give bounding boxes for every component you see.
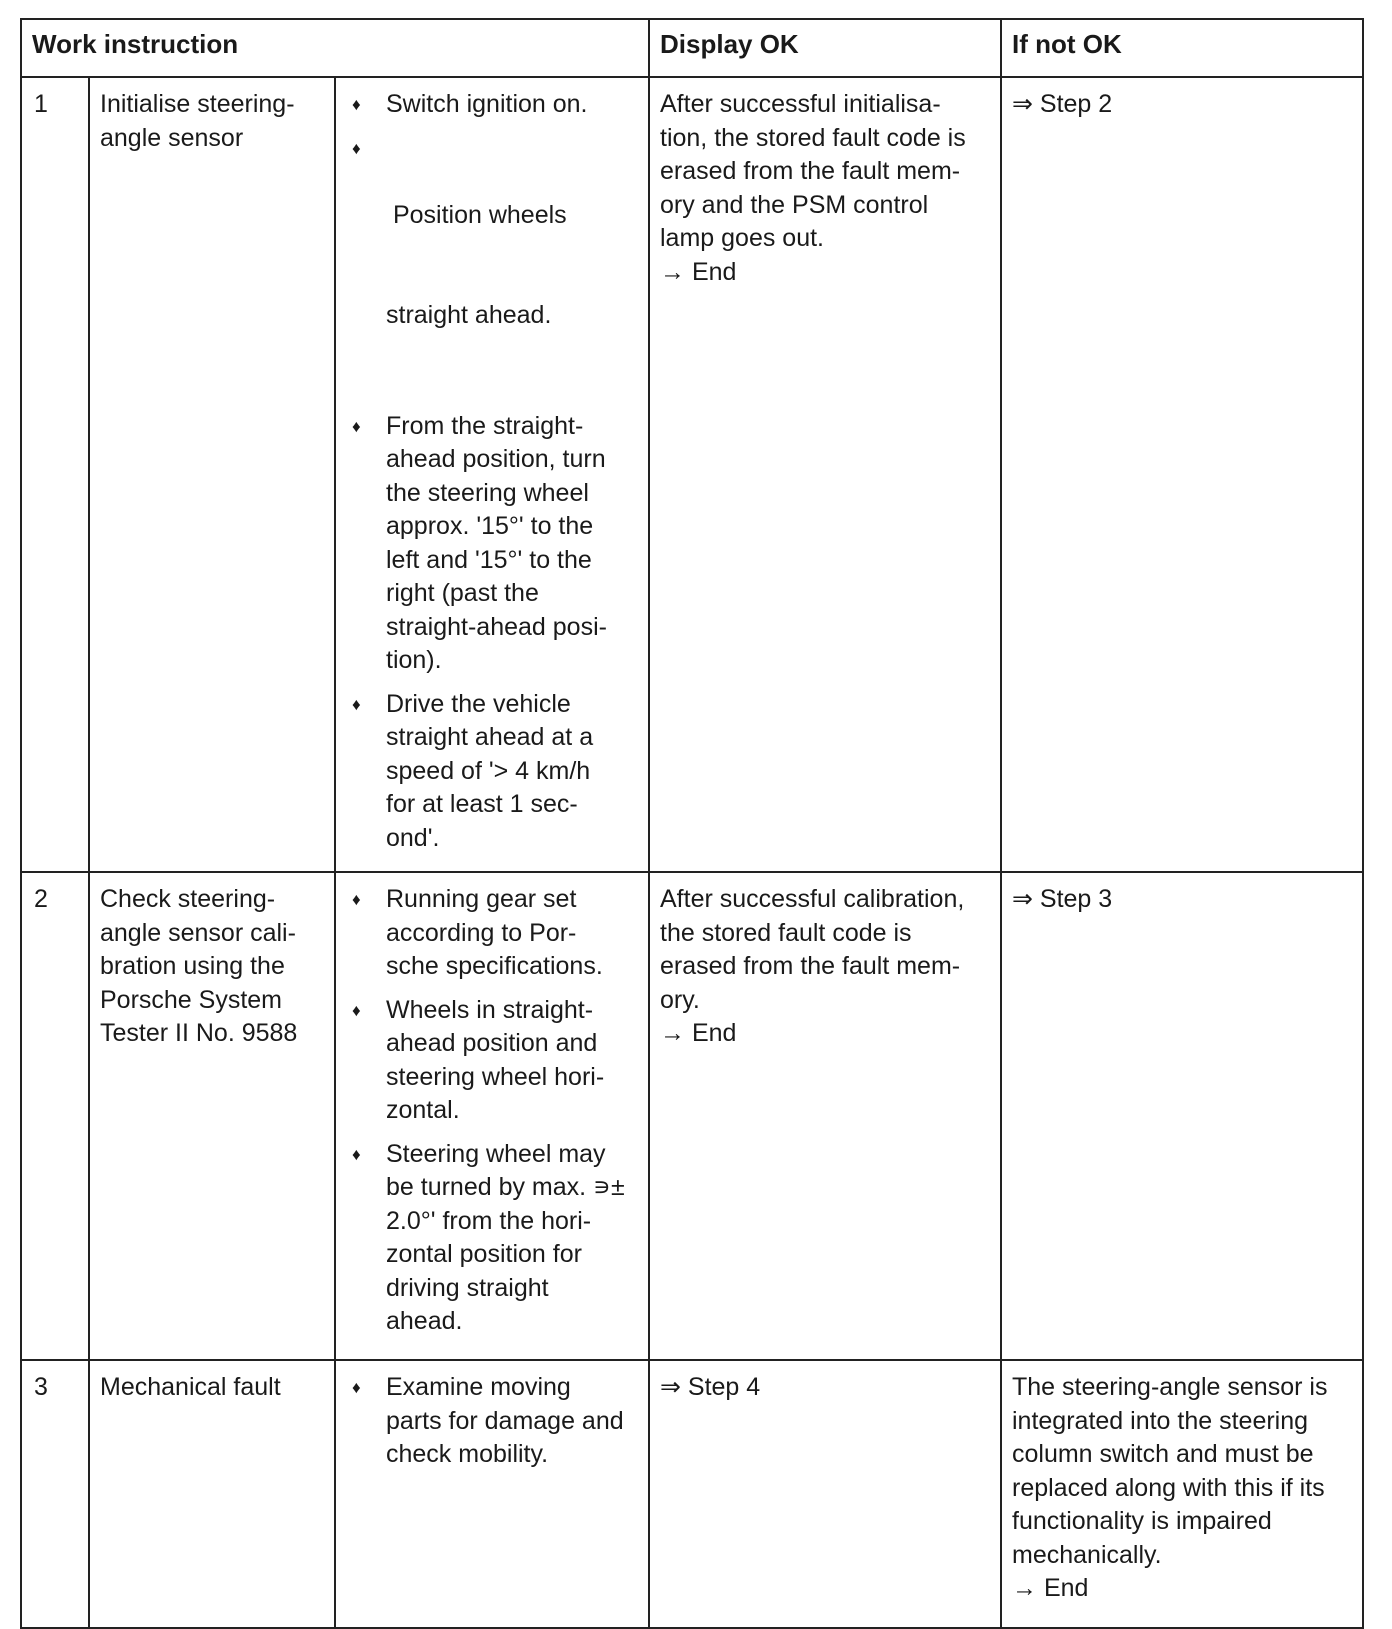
diamond-bullet-icon: ♦ — [352, 416, 361, 436]
diamond-bullet-icon: ♦ — [352, 1378, 361, 1397]
diamond-bullet-icon: ♦ — [352, 1144, 361, 1164]
step-item — [346, 883, 638, 984]
if-not-ok-line: mechanically. — [1012, 1540, 1162, 1569]
step-item — [346, 994, 638, 1128]
step-line: Examine moving — [386, 1373, 571, 1401]
step-line: be turned by max. ∍± — [386, 1173, 625, 1201]
step-number: 2 — [21, 872, 89, 1360]
table-row — [21, 1360, 1363, 1628]
instruction-line: angle sensor cali- — [100, 918, 296, 947]
instruction-line: Mechanical fault — [100, 1373, 281, 1401]
if-not-ok-line: ⇒ Step 2 — [1012, 90, 1113, 118]
instruction-line: angle sensor — [100, 123, 244, 152]
step-line: straight-ahead posi- — [386, 612, 607, 641]
step-line: ahead. — [386, 1307, 463, 1335]
step-line: ond'. — [386, 823, 440, 852]
steps-cell — [335, 872, 649, 1360]
diamond-bullet-icon: ♦ — [352, 890, 361, 909]
header-work-instruction: Work instruction — [21, 19, 649, 77]
step-item — [346, 688, 638, 856]
step-line: for at least 1 sec- — [386, 790, 578, 818]
diamond-bullet-icon: ♦ — [352, 138, 361, 158]
steps-cell — [335, 1360, 649, 1628]
if-not-ok-line: replaced along with this if its — [1012, 1473, 1325, 1502]
display-ok-cell — [649, 1360, 1001, 1628]
steps-cell — [335, 77, 649, 872]
display-ok-line: erased from the fault mem- — [660, 157, 961, 185]
step-line: Switch ignition on. — [386, 90, 588, 118]
step-line: ahead position, turn — [386, 445, 606, 473]
if-not-ok-cell — [1001, 1360, 1363, 1628]
display-ok-line: lamp goes out. — [660, 224, 824, 252]
display-ok-line: tion, the stored fault code is — [660, 123, 966, 152]
header-row — [21, 19, 1363, 77]
if-not-ok-line: integrated into the steering — [1012, 1406, 1309, 1435]
instruction-line: Initialise steering- — [100, 90, 295, 118]
step-line: zontal position for — [386, 1240, 582, 1268]
work-instruction-table — [20, 18, 1364, 1629]
instruction-line: bration using the — [100, 952, 285, 980]
step-item — [346, 132, 638, 400]
step-line: left and '15°' to the — [386, 545, 592, 574]
step-line: steering wheel hori- — [386, 1062, 605, 1091]
step-line: straight ahead at a — [386, 723, 594, 751]
if-not-ok-line: functionality is impaired — [1012, 1507, 1272, 1535]
diamond-bullet-icon: ♦ — [352, 95, 361, 114]
step-item — [346, 88, 638, 122]
display-ok-line: → End — [660, 1019, 737, 1047]
if-not-ok-line: column switch and must be — [1012, 1440, 1314, 1468]
step-item — [346, 1138, 638, 1339]
step-item — [346, 1371, 638, 1472]
display-ok-line: After successful calibration, — [660, 885, 965, 913]
step-line: Running gear set — [386, 885, 577, 913]
diamond-bullet-icon: ♦ — [352, 694, 361, 714]
display-ok-line: ory. — [660, 985, 700, 1014]
diamond-bullet-icon: ♦ — [352, 1000, 361, 1020]
display-ok-line: ory and the PSM control — [660, 190, 929, 219]
step-line: check mobility. — [386, 1440, 549, 1468]
step-line: Drive the vehicle — [386, 689, 571, 718]
step-line: Position wheels — [386, 200, 567, 229]
step-line: according to Por- — [386, 918, 577, 947]
if-not-ok-cell — [1001, 872, 1363, 1360]
header-display-ok: Display OK — [649, 19, 1001, 77]
if-not-ok-line: The steering-angle sensor is — [1012, 1373, 1328, 1401]
step-line: Steering wheel may — [386, 1139, 606, 1168]
instruction-cell — [89, 1360, 335, 1628]
step-line: sche specifications. — [386, 952, 603, 980]
step-line: From the straight- — [386, 411, 584, 440]
step-line: zontal. — [386, 1096, 460, 1124]
step-line: right (past the — [386, 579, 539, 607]
instruction-line: Porsche System — [100, 985, 283, 1014]
step-number: 3 — [21, 1360, 89, 1628]
display-ok-line: erased from the fault mem- — [660, 952, 961, 980]
if-not-ok-cell — [1001, 77, 1363, 872]
step-line: driving straight — [386, 1273, 549, 1302]
display-ok-line: After successful initialisa- — [660, 90, 941, 118]
instruction-line: Check steering- — [100, 885, 276, 913]
step-item — [346, 410, 638, 678]
step-line: the steering wheel — [386, 478, 589, 507]
table-row — [21, 872, 1363, 1360]
display-ok-cell — [649, 77, 1001, 872]
if-not-ok-line: ⇒ Step 3 — [1012, 885, 1113, 913]
display-ok-line: ⇒ Step 4 — [660, 1373, 761, 1401]
step-line: Wheels in straight- — [386, 995, 594, 1024]
step-line: 2.0°' from the hori- — [386, 1206, 592, 1235]
display-ok-line: → End — [660, 257, 737, 286]
instruction-line: Tester II No. 9588 — [100, 1019, 298, 1047]
display-ok-cell — [649, 872, 1001, 1360]
step-line: speed of '> 4 km/h — [386, 756, 591, 785]
step-number: 1 — [21, 77, 89, 872]
instruction-cell — [89, 872, 335, 1360]
step-line: tion). — [386, 646, 442, 674]
step-line: ahead position and — [386, 1029, 598, 1057]
step-line: parts for damage and — [386, 1406, 624, 1435]
if-not-ok-line: → End — [1012, 1574, 1089, 1602]
header-if-not-ok: If not OK — [1001, 19, 1363, 77]
table-row — [21, 77, 1363, 872]
instruction-cell — [89, 77, 335, 872]
display-ok-line: the stored fault code is — [660, 918, 912, 947]
step-line: approx. '15°' to the — [386, 512, 594, 540]
step-line: straight ahead. — [386, 301, 552, 329]
